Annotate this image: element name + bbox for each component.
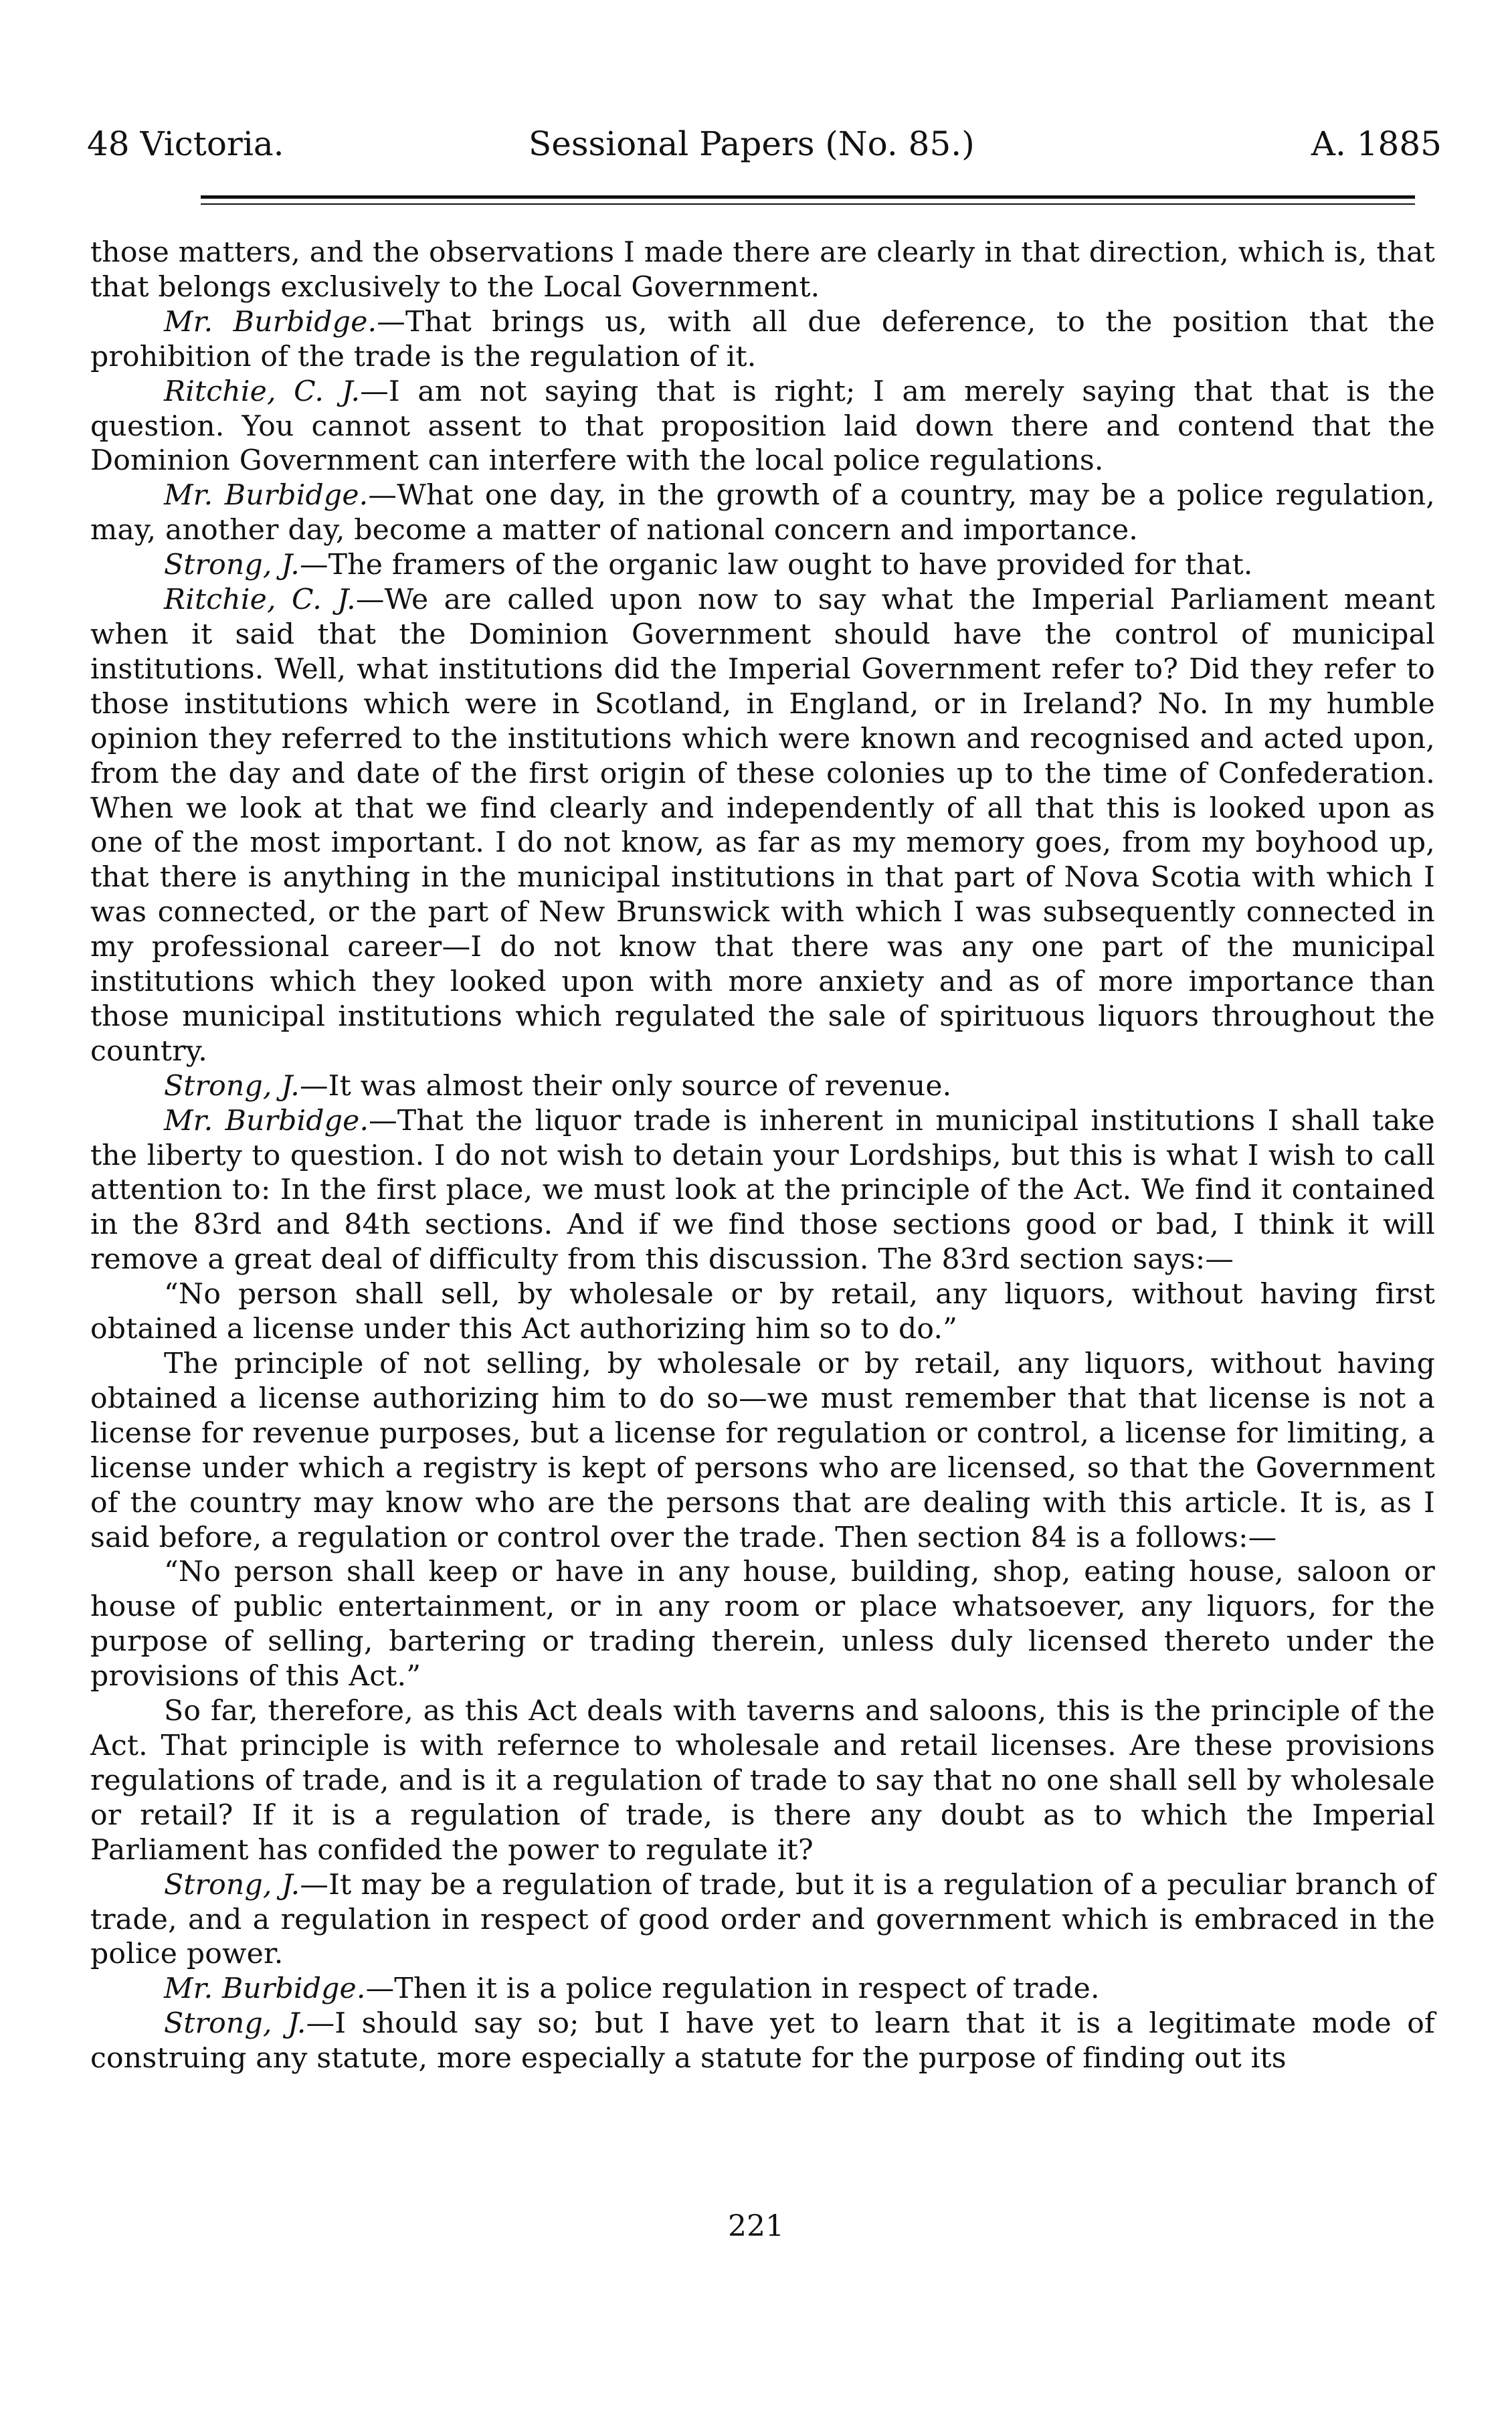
paragraph: Strong, J.—The framers of the organic law ought to have provided for that.	[164, 549, 1253, 582]
body-text	[90, 236, 1435, 2076]
header-session: 48 Victoria.	[87, 124, 284, 163]
paragraph: Mr. Burbidge.—What one day, in the growth of a country, may be a police regulation, may, another day, become a matter of national concern and importance.	[90, 479, 1435, 547]
speaker-name: Strong, J.	[164, 1069, 300, 1103]
paragraph: So far, therefore, as this Act deals with taverns and saloons, this is the principle of the Act. That principle is with refernce to wholesale and retail licenses. Are these provisions regulations of trade, and is it a regulation of trade to say that no one shall sell by wholesale or retail? If it is a regulation of trade, is there any doubt as to which the Imperial Parliament has confided the power to regulate it?	[90, 1695, 1435, 1867]
quoted-section-84: “No person shall keep or have in any house, building, shop, eating house, saloon or house of public entertainment, or in any room or place whatsoever, any liquors, for the purpose of selling, bartering or trading therein, unless duly licensed thereto under the provisions of this Act.”	[90, 1556, 1435, 1693]
page-number: 221	[728, 2209, 784, 2243]
paragraph: Mr. Burbidge.—Then it is a police regulation in respect of trade.	[164, 1972, 1100, 2006]
quoted-section-83: “No person shall sell, by wholesale or by retail, any liquors, without having first obtained a license under this Act authorizing him so to do.”	[90, 1278, 1435, 1346]
speaker-name: Mr. Burbidge.	[164, 305, 377, 339]
header-title: Sessional Papers (No. 85.)	[529, 124, 975, 163]
paragraph: Strong, J.—I should say so; but I have yet to learn that it is a legitimate mode of construing any statute, more especially a statute for the purpose of finding out its	[90, 2007, 1435, 2075]
header-rule-thick	[201, 195, 1415, 199]
header-year: A. 1885	[1311, 124, 1442, 163]
paragraph: Strong, J.—It may be a regulation of trade, but it is a regulation of a peculiar branch of trade, and a regulation in respect of good order and government which is embraced in the police power.	[90, 1868, 1435, 1971]
running-header	[87, 120, 1442, 167]
speaker-name: Mr. Burbidge.	[164, 479, 369, 513]
paragraph: Strong, J.—It was almost their only source of revenue.	[164, 1069, 952, 1103]
header-rule-thin	[201, 203, 1415, 205]
paragraph: Mr. Burbidge.—That brings us, with all due deference, to the position that the prohibition of the trade is the regulation of it.	[90, 305, 1435, 373]
speaker-name: Strong, J.	[164, 1868, 300, 1901]
speaker-name: Mr. Burbidge.	[164, 1104, 369, 1137]
speaker-name: Ritchie, C. J.	[164, 375, 361, 408]
speaker-name: Mr. Burbidge.	[164, 1972, 366, 2006]
paragraph: Ritchie, C. J.—I am not saying that is right; I am merely saying that that is the question. You cannot assent to that proposition laid down there and contend that the Dominion Government can interfere with the local police regulations.	[90, 375, 1435, 478]
speaker-name: Strong, J.	[164, 2007, 306, 2041]
paragraph: The principle of not selling, by wholesale or by retail, any liquors, without having obtained a license authorizing him to do so—we must remember that that license is not a license for revenue purposes, but a license for regulation or control, a license for limiting, a license under which a registry is kept of persons who are licensed, so that the Government of the country may know who are the persons that are dealing with this article. It is, as I said before, a regulation or control over the trade. Then section 84 is a follows:—	[90, 1347, 1435, 1554]
speaker-name: Strong, J.	[164, 549, 300, 582]
paragraph: Ritchie, C. J.—We are called upon now to say what the Imperial Parliament meant when it said that the Dominion Government should have the control of municipal institutions. Well, what institutions did the Imperial Government refer to? Did they refer to those institutions which were in Scotland, in England, or in Ireland? No. In my humble opinion they referred to the institutions which were known and recognised and acted upon, from the day and date of the first origin of these colonies up to the time of Confederation. When we look at that we find clearly and independently of all that this is looked upon as one of the most important. I do not know, as far as my memory goes, from my boyhood up, that there is anything in the municipal institutions in that part of Nova Scotia with which I was connected, or the part of New Brunswick with which I was subsequently connected in my professional career—I do not know that there was any one part of the municipal institutions which they looked upon with more anxiety and as of more importance than those municipal institutions which regulated the sale of spirituous liquors throughout the country.	[90, 583, 1435, 1068]
paragraph: those matters, and the observations I made there are clearly in that direction, which is, that that belongs exclusively to the Local Government.	[90, 236, 1435, 304]
paragraph: Mr. Burbidge.—That the liquor trade is inherent in municipal institutions I shall take the liberty to question. I do not wish to detain your Lordships, but this is what I wish to call attention to: In the first place, we must look at the principle of the Act. We find it contained in the 83rd and 84th sections. And if we find those sections good or bad, I think it will remove a great deal of difficulty from this discussion. The 83rd section says:—	[90, 1104, 1435, 1277]
speaker-name: Ritchie, C. J.	[164, 583, 356, 617]
